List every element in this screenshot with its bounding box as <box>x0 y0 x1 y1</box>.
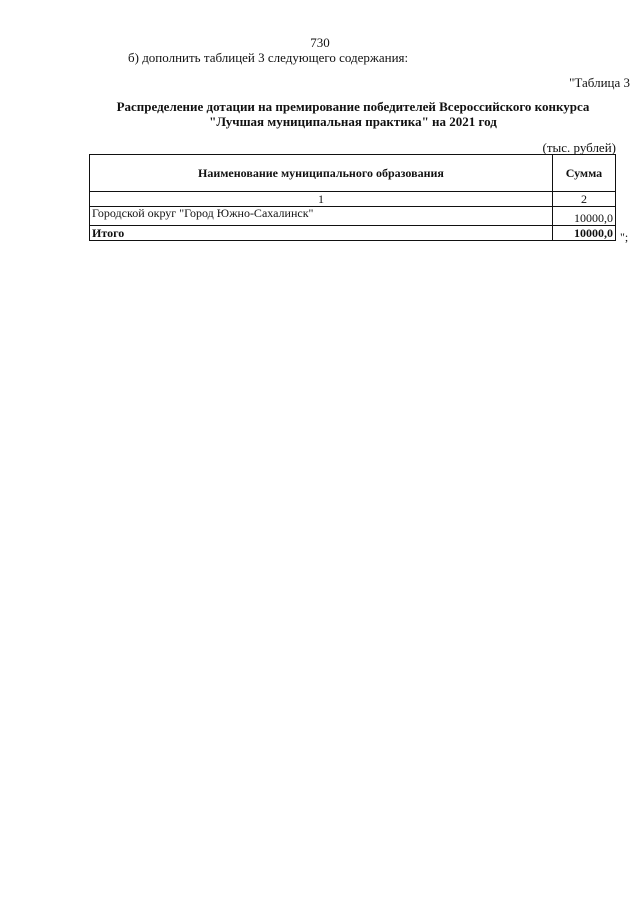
table-row <box>90 207 616 226</box>
title-line-2: "Лучшая муниципальная практика" на 2021 год <box>209 114 497 129</box>
page-number: 730 <box>310 35 330 50</box>
column-header-name: Наименование муниципального образования <box>90 155 553 192</box>
closing-quote: "; <box>620 230 629 244</box>
municipality-name: Городской округ "Город Южно-Сахалинск" <box>90 207 553 226</box>
document-title <box>90 99 616 129</box>
units-label: (тыс. рублей) <box>542 140 616 155</box>
total-sum: 10000,0 <box>552 226 615 241</box>
title-line-1: Распределение дотации на премирование победителей Всероссийского конкурса <box>116 99 590 114</box>
column-index-2: 2 <box>552 192 615 207</box>
table-reference: "Таблица 3 <box>569 75 630 90</box>
municipality-sum: 10000,0 <box>552 207 615 226</box>
total-label: Итого <box>90 226 553 241</box>
intro-text: б) дополнить таблицей 3 следующего содержания: <box>128 50 409 65</box>
column-header-sum: Сумма <box>552 155 615 192</box>
table-header-row <box>90 155 616 192</box>
total-row <box>90 226 616 241</box>
column-index-row <box>90 192 616 207</box>
column-index-1: 1 <box>90 192 553 207</box>
distribution-table <box>89 154 616 241</box>
